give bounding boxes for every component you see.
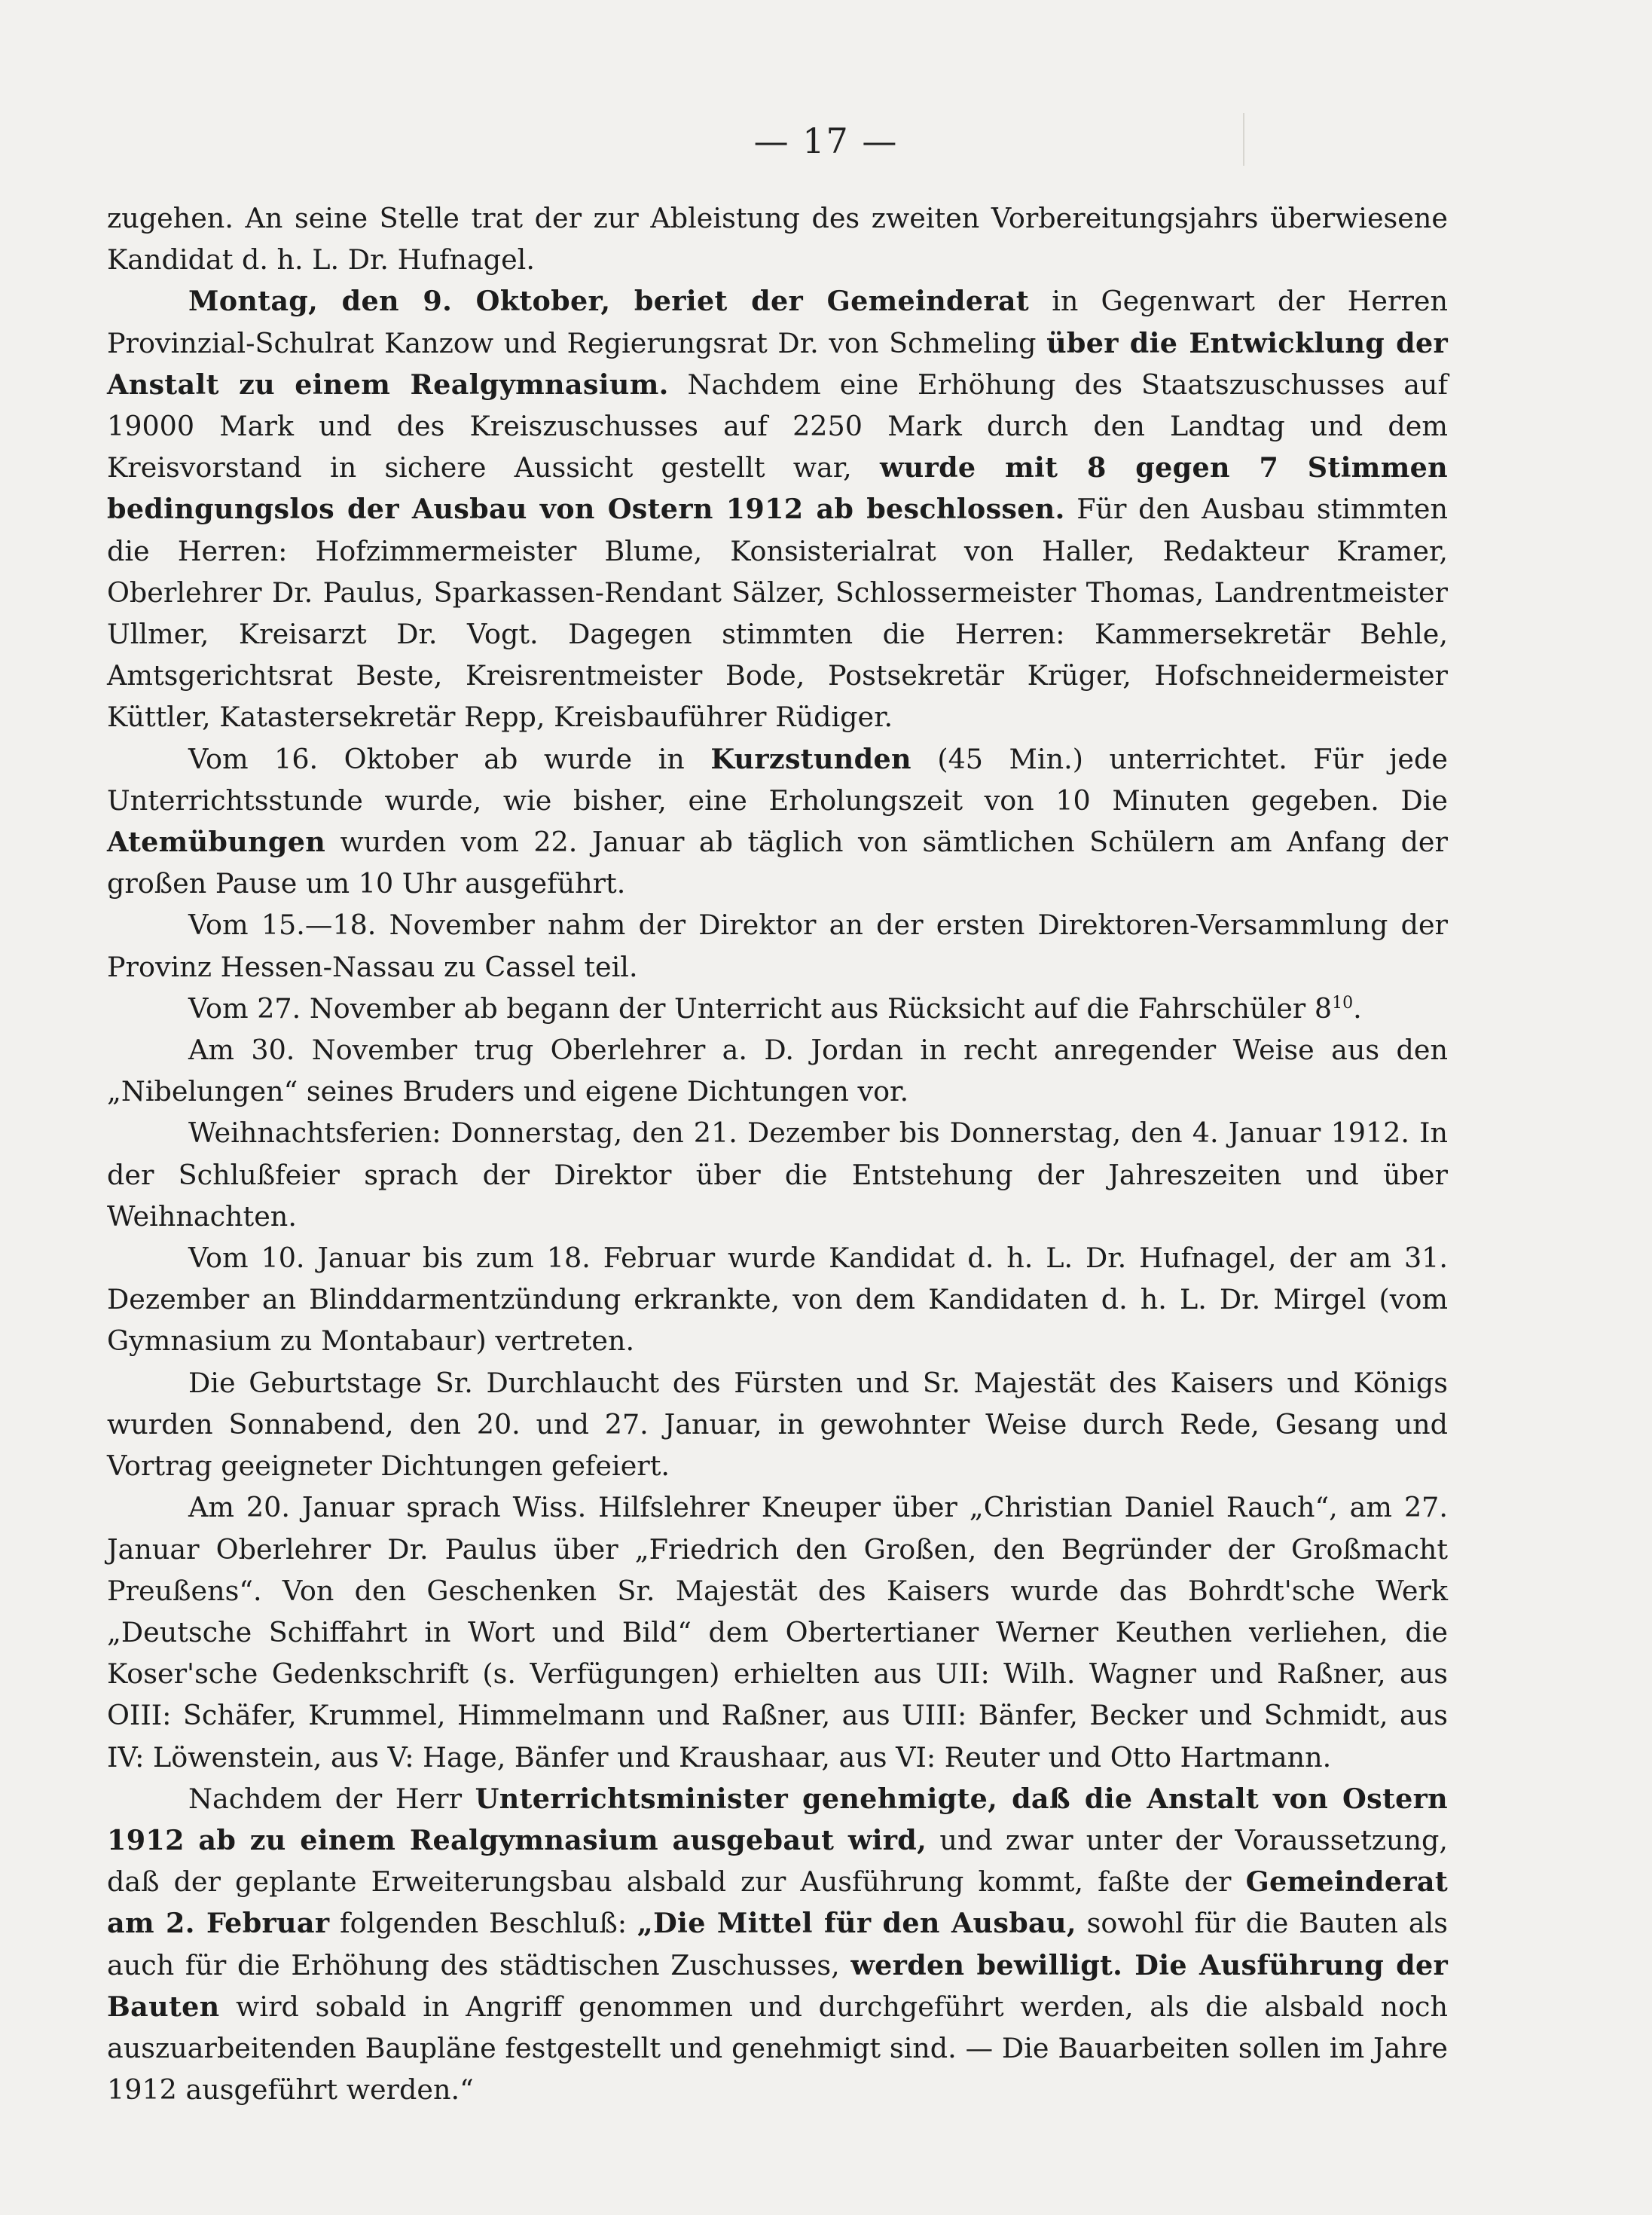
emphasis-text: über die Entwicklung der Anstalt zu einem Realgymnasium. — [107, 326, 1449, 401]
paragraph — [107, 1029, 1448, 1112]
text-run: wird sobald in Angriff genommen und durchgeführt werden, als die alsbald noch auszuarbeitenden Baupläne festgestellt und genehmigt sind. — Die Bauarbeiten sollen im Jahre 1912 ausgeführt werden.“ — [107, 1990, 1448, 2107]
emphasis-text: „Die Mittel für den Ausbau, — [637, 1907, 1076, 1940]
paragraph — [107, 197, 1448, 280]
text-run: und zwar unter der Voraussetzung, daß der geplante Erweiterungsbau alsbald zur Ausführung kommt, faßte der — [107, 1823, 1448, 1899]
paragraph — [107, 738, 1448, 905]
text-run: wurden vom 22. Januar ab täglich von sämtlichen Schülern am Anfang der großen Pause um 10 Uhr ausgeführt. — [107, 826, 1448, 900]
text-run: Nachdem der Herr — [188, 1782, 475, 1815]
text-run: (45 Min.) unterrichtet. Für jede Unterrichtsstunde wurde, wie bisher, eine Erholungszeit von 10 Minuten gegeben. Die — [107, 742, 1448, 817]
text-run: Vom 16. Oktober ab wurde in — [188, 742, 711, 775]
text-run: Vom 27. November ab begann der Unterricht aus Rücksicht auf die Fahrschüler 8 — [188, 991, 1333, 1025]
text-run: folgenden Beschluß: — [329, 1907, 637, 1940]
emphasis-text: Atemübungen — [107, 826, 326, 859]
paragraph — [107, 988, 1448, 1029]
emphasis-text: Unterrichtsminister genehmigte, daß die Anstalt von Ostern 1912 ab zu einem Realgymnasium ausgebaut wird, — [107, 1782, 1448, 1856]
text-run: Die Geburtstage Sr. Durchlaucht des Fürsten und Sr. Majestät des Kaisers und Königs wurden Sonnabend, den 20. und 27. Januar, in gewohnter Weise durch Rede, Gesang und Vortrag geeigneter Dichtungen gefeiert. — [107, 1366, 1448, 1483]
body-text — [107, 197, 1448, 2110]
text-run: Nachdem eine Erhöhung des Staatszuschusses auf 19000 Mark und des Kreiszuschusses auf 2250 Mark durch den Landtag und dem Kreisvorstand in sichere Aussicht gestellt war, — [107, 368, 1448, 484]
paragraph — [107, 1486, 1448, 1777]
emphasis-text: Gemeinderat am 2. Februar — [107, 1865, 1448, 1940]
paragraph — [107, 1237, 1448, 1362]
page-number: — 17 — — [753, 121, 899, 161]
paragraph — [107, 1362, 1448, 1487]
paragraph — [107, 1778, 1448, 2111]
text-run: Vom 15.—18. November nahm der Direktor an der ersten Direktoren-Versammlung der Provinz Hessen-Nassau zu Cassel teil. — [107, 909, 1448, 983]
emphasis-text: Montag, den 9. Oktober, beriet der Gemeinderat — [188, 285, 1030, 318]
paragraph — [107, 904, 1448, 987]
text-run: Weihnachtsferien: Donnerstag, den 21. Dezember bis Donnerstag, den 4. Januar 1912. In der Schlußfeier sprach der Direktor über die Entstehung der Jahreszeiten und über Weihnachten. — [107, 1117, 1448, 1233]
text-run: zugehen. An seine Stelle trat der zur Ableistung des zweiten Vorbereitungsjahrs überwiesene Kandidat d. h. L. Dr. Hufnagel. — [107, 202, 1448, 276]
text-run: Am 30. November trug Oberlehrer a. D. Jordan in recht anregender Weise aus den „Nibelungen“ seines Bruders und eigene Dichtungen vor. — [107, 1034, 1448, 1108]
emphasis-text: Kurzstunden — [710, 742, 912, 775]
paragraph — [107, 280, 1448, 738]
text-run: Am 20. Januar sprach Wiss. Hilfslehrer Kneuper über „Christian Daniel Rauch“, am 27. Januar Oberlehrer Dr. Paulus über „Friedrich den Großen, den Begründer der Großmacht Preußens“. Von den Geschenken Sr. Majestät des Kaisers wurde das Bohrdt'sche Werk „Deutsche Schiffahrt in Wort und Bild“ dem Obertertianer Werner Keuthen verliehen, die Koser'sche Gedenkschrift (s. Verfügungen) erhielten aus UII: Wilh. Wagner und Raßner, aus OIII: Schäfer, Krummel, Himmelmann und Raßner, aus UIII: Bänfer, Becker und Schmidt, aus IV: Löwenstein, aus V: Hage, Bänfer und Kraushaar, aus VI: Reuter und Otto Hartmann. — [107, 1491, 1448, 1774]
text-run: in Gegenwart der Herren Provinzial-Schulrat Kanzow und Regierungsrat Dr. von Schmeling — [107, 285, 1448, 359]
paragraph — [107, 1112, 1448, 1237]
text-run: sowohl für die Bauten als auch für die Erhöhung des städtischen Zuschusses, — [107, 1907, 1449, 1981]
emphasis-text: werden bewilligt. Die Ausführung der Bauten — [107, 1948, 1448, 2023]
text-run: . — [1353, 991, 1362, 1025]
superscript: 10 — [1332, 993, 1354, 1013]
text-run: Vom 10. Januar bis zum 18. Februar wurde Kandidat d. h. L. Dr. Hufnagel, der am 31. Dezember an Blinddarmentzündung erkrankte, von dem Kandidaten d. h. L. Dr. Mirgel (vom Gymnasium zu Montabaur) vertreten. — [107, 1242, 1448, 1358]
emphasis-text: wurde mit 8 gegen 7 Stimmen bedingungslos der Ausbau von Ostern 1912 ab beschlossen. — [107, 451, 1448, 526]
text-run: Für den Ausbau stimmten die Herren: Hofzimmermeister Blume, Konsisterialrat von Haller, Redakteur Kramer, Oberlehrer Dr. Paulus, Sparkassen-Rendant Sälzer, Schlossermeister Thomas, Landrentmeister Ullmer, Kreisarzt Dr. Vogt. Dagegen stimmten die Herren: Kammersekretär Behle, Amtsgerichtsrat Beste, Kreisrentmeister Bode, Postsekretär Krüger, Hofschneidermeister Küttler, Katastersekretär Repp, Kreisbauführer Rüdiger. — [107, 493, 1449, 734]
